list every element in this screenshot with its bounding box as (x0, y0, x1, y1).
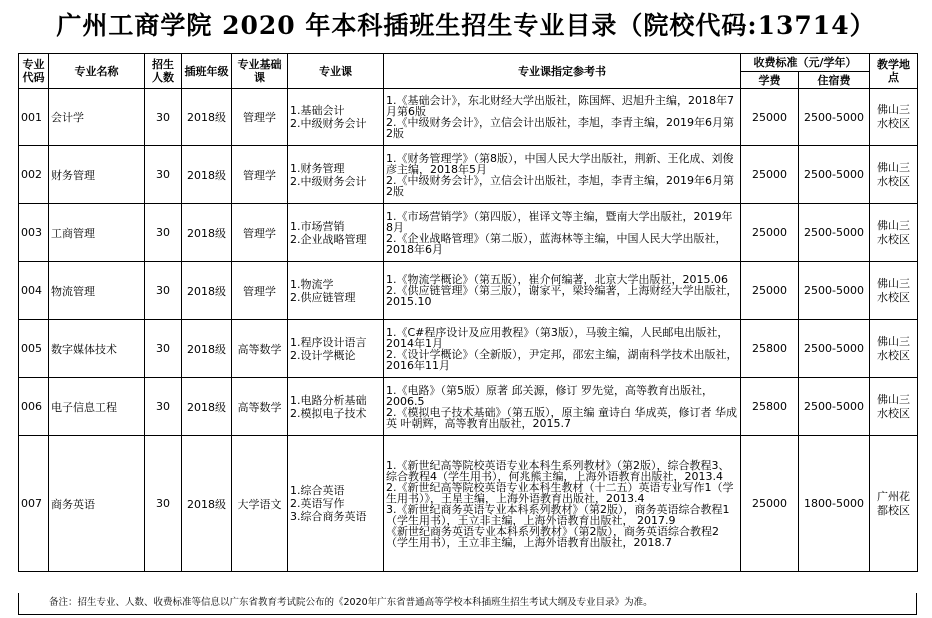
header-reference-books: 专业课指定参考书 (384, 54, 741, 89)
grade: 2018级 (182, 262, 232, 320)
major-name: 工商管理 (49, 204, 145, 262)
course-item: 2.企业战略管理 (290, 232, 367, 246)
header-tuition: 学费 (741, 72, 799, 89)
major-code: 002 (19, 146, 49, 204)
major-code: 001 (19, 89, 49, 146)
reference-book: 1.《基础会计》，东北财经大学出版社，陈国辉、迟旭升主编，2018年7月第6版 (386, 94, 734, 118)
tuition: 25000 (741, 436, 799, 572)
course-item: 2.英语写作 (290, 497, 345, 510)
major-courses (288, 378, 384, 436)
course-item: 2.中级财务会计 (290, 174, 367, 188)
major-catalog-table (18, 53, 918, 572)
reference-books (384, 436, 741, 572)
header-lodging: 住宿费 (799, 72, 870, 89)
grade: 2018级 (182, 146, 232, 204)
footnote: 备注：招生专业、人数、收费标准等信息以广东省教育考试院公布的《2020年广东省普通高等学校本科插班生招生考试大纲及专业目录》为准。 (18, 593, 917, 615)
header-base-course: 专业基础课 (232, 54, 288, 89)
reference-book: 2.《供应链管理》（第三版），谢家平，梁玲编著，上海财经大学出版社，2015.10 (386, 284, 738, 308)
quota: 30 (145, 146, 182, 204)
header-location: 教学地点 (870, 54, 918, 89)
lodging-fee: 2500-5000 (799, 378, 870, 436)
table-row (19, 204, 918, 262)
course-item: 1.综合英语 (290, 484, 345, 497)
major-code: 006 (19, 378, 49, 436)
base-course: 管理学 (232, 262, 288, 320)
reference-book: 1.《财务管理学》（第8版），中国人民大学出版社，荆新、王化成、刘俊彦主编，2018年5月 (386, 151, 734, 176)
major-courses (288, 204, 384, 262)
header-quota: 招生人数 (145, 54, 182, 89)
reference-books (384, 262, 741, 320)
reference-books (384, 146, 741, 204)
major-name: 数字媒体技术 (49, 320, 145, 378)
quota: 30 (145, 378, 182, 436)
lodging-fee: 2500-5000 (799, 262, 870, 320)
quota: 30 (145, 320, 182, 378)
reference-book: 《新世纪商务英语专业本科系列教材》（第2版），商务英语综合教程2（学生用书），王立非主编，上海外语教育出版社，2018.7 (386, 524, 719, 549)
course-item: 1.基础会计 (290, 104, 345, 117)
reference-book: 2.《企业战略管理》（第二版），蓝海林等主编，中国人民大学出版社，2018年6月 (386, 231, 727, 256)
reference-books (384, 89, 741, 146)
tuition: 25000 (741, 89, 799, 146)
grade: 2018级 (182, 89, 232, 146)
tuition: 25800 (741, 378, 799, 436)
teaching-location: 佛山三水校区 (870, 146, 918, 204)
lodging-fee: 2500-5000 (799, 89, 870, 146)
base-course: 管理学 (232, 204, 288, 262)
course-item: 1.市场营销 (290, 219, 345, 233)
header-name: 专业名称 (49, 54, 145, 89)
quota: 30 (145, 89, 182, 146)
table-row (19, 378, 918, 436)
reference-book: 2.《模拟电子技术基础》（第五版），原主编 童诗白 华成英，修订者 华成英 叶朝辉，高等教育出版社，2015.7 (386, 405, 737, 430)
teaching-location: 广州花都校区 (870, 436, 918, 572)
tuition: 25000 (741, 262, 799, 320)
teaching-location: 佛山三水校区 (870, 262, 918, 320)
major-courses (288, 436, 384, 572)
table-row (19, 320, 918, 378)
lodging-fee: 1800-5000 (799, 436, 870, 572)
header-code: 专业代码 (19, 54, 49, 89)
lodging-fee: 2500-5000 (799, 146, 870, 204)
major-name: 商务英语 (49, 436, 145, 572)
grade: 2018级 (182, 436, 232, 572)
reference-book: 3.《新世纪商务英语专业本科系列教材》（第2版），商务英语综合教程1（学生用书），王立非主编，上海外语教育出版社， 2017.9 (386, 502, 730, 527)
major-code: 003 (19, 204, 49, 262)
base-course: 管理学 (232, 146, 288, 204)
table-row (19, 436, 918, 572)
table-row (19, 262, 918, 320)
header-grade: 插班年级 (182, 54, 232, 89)
quota: 30 (145, 262, 182, 320)
course-item: 2.设计学概论 (290, 348, 356, 362)
course-item: 3.综合商务英语 (290, 510, 367, 523)
reference-book: 1.《市场营销学》（第四版），崔译文等主编，暨南大学出版社，2019年8月 (386, 209, 733, 234)
major-courses (288, 262, 384, 320)
teaching-location: 佛山三水校区 (870, 378, 918, 436)
tuition: 25000 (741, 204, 799, 262)
major-name: 物流管理 (49, 262, 145, 320)
course-item: 1.程序设计语言 (290, 335, 367, 349)
reference-books (384, 378, 741, 436)
table-row (19, 146, 918, 204)
reference-book: 1.《新世纪高等院校英语专业本科生系列教材》（第2版），综合教程3、综合教程4（学生用书），何兆熊主编，上海外语教育出版社，2013.4 (386, 458, 730, 483)
reference-books (384, 204, 741, 262)
reference-book: 1.《C#程序设计及应用教程》（第3版），马骏主编，人民邮电出版社，2014年1月 (386, 325, 729, 350)
course-item: 2.中级财务会计 (290, 117, 367, 130)
page-title: 广州工商学院 2020 年本科插班生招生专业目录（院校代码:13714） (56, 11, 876, 40)
reference-book: 2.《设计学概论》（全新版），尹定邦，邵宏主编，湖南科学技术出版社，2016年11月 (386, 347, 738, 372)
major-courses (288, 320, 384, 378)
teaching-location: 佛山三水校区 (870, 89, 918, 146)
major-code: 004 (19, 262, 49, 320)
grade: 2018级 (182, 378, 232, 436)
lodging-fee: 2500-5000 (799, 204, 870, 262)
course-item: 1.电路分析基础 (290, 393, 367, 407)
base-course: 管理学 (232, 89, 288, 146)
header-fee-group: 收费标准（元/学年） (741, 54, 870, 72)
reference-book: 2.《中级财务会计》，立信会计出版社，李旭，李青主编，2019年6月第2版 (386, 116, 734, 140)
base-course: 大学语文 (232, 436, 288, 572)
reference-book: 2.《新世纪高等院校英语专业本科生教材（十二五）英语专业写作1（学生用书）》，王星主编，上海外语教育出版社，2013.4 (386, 480, 734, 505)
reference-book: 1.《电路》（第5版）原著 邱关源，修订 罗先觉，高等教育出版社，2006.5 (386, 383, 713, 408)
major-code: 005 (19, 320, 49, 378)
tuition: 25000 (741, 146, 799, 204)
grade: 2018级 (182, 204, 232, 262)
major-name: 财务管理 (49, 146, 145, 204)
major-courses (288, 89, 384, 146)
teaching-location: 佛山三水校区 (870, 320, 918, 378)
reference-book: 1.《物流学概论》（第五版），崔介何编著，北京大学出版社，2015.06 (386, 273, 728, 286)
major-code: 007 (19, 436, 49, 572)
table-body (19, 89, 918, 572)
reference-books (384, 320, 741, 378)
major-name: 电子信息工程 (49, 378, 145, 436)
major-name: 会计学 (49, 89, 145, 146)
quota: 30 (145, 436, 182, 572)
header-courses: 专业课 (288, 54, 384, 89)
base-course: 高等数学 (232, 378, 288, 436)
course-item: 1.物流学 (290, 277, 334, 291)
major-courses (288, 146, 384, 204)
reference-book: 2.《中级财务会计》，立信会计出版社，李旭，李青主编，2019年6月第2版 (386, 173, 734, 198)
base-course: 高等数学 (232, 320, 288, 378)
course-item: 1.财务管理 (290, 161, 345, 175)
grade: 2018级 (182, 320, 232, 378)
course-item: 2.供应链管理 (290, 290, 356, 304)
course-item: 2.模拟电子技术 (290, 406, 367, 420)
teaching-location: 佛山三水校区 (870, 204, 918, 262)
quota: 30 (145, 204, 182, 262)
lodging-fee: 2500-5000 (799, 320, 870, 378)
table-row (19, 89, 918, 146)
tuition: 25800 (741, 320, 799, 378)
